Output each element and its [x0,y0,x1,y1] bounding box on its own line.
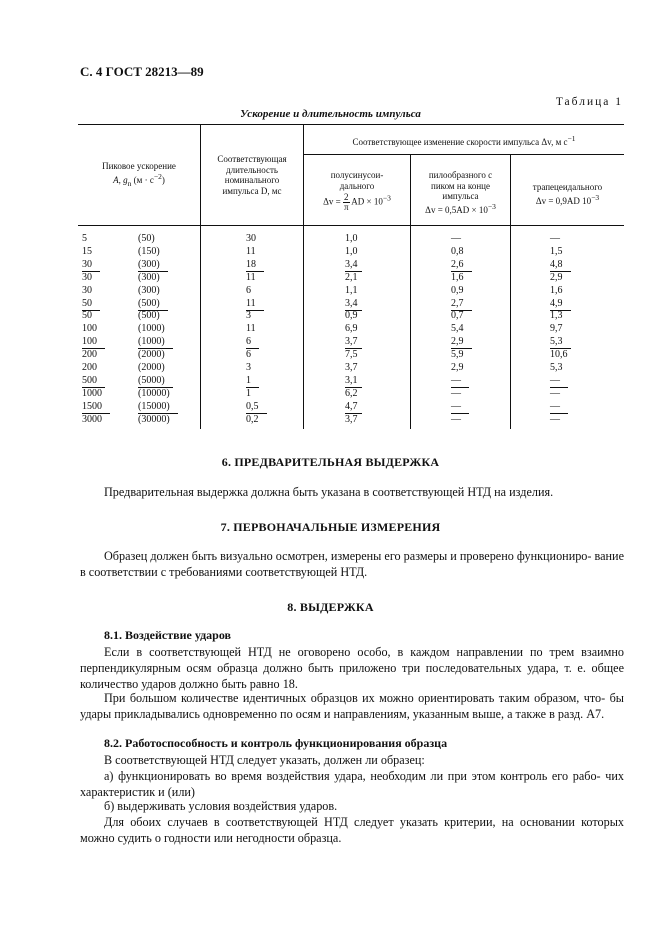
cell-duration: 18 [246,258,264,272]
cell-peak-acceleration: 1500 [82,400,110,414]
cell-trapezoidal: 2,9 [550,271,563,283]
cell-peak-acceleration: 1000 [82,387,102,399]
cell-peak-acceleration-ms2: (2000) [138,349,165,361]
cell-halfsine: 6,2 [345,387,358,399]
cell-trapezoidal: — [550,387,560,399]
header-trapezoidal [512,182,623,206]
header-text: импульса D, мс [222,185,282,196]
header-text: полусинусои- [330,170,384,180]
formula-part: Δv = [323,196,341,207]
header-exponent: −3 [382,193,391,203]
header-text: дального [339,180,375,191]
cell-peak-acceleration-ms2: (2000) [138,362,165,373]
cell-duration: 11 [246,271,256,283]
cell-sawtooth: 2,7 [451,297,472,311]
formula-fraction [343,193,350,212]
header-text: трапецеидального [532,182,603,192]
velocity-group-rule [303,154,624,155]
cell-trapezoidal: 5,3 [550,335,571,349]
cell-trapezoidal: 4,9 [550,297,571,311]
header-symbol: A, g [113,174,128,185]
formula-part: Δv = 0,5AD × 10 [425,204,488,215]
paragraph-text: а) функционировать во время воздействия удара, необходим ли при этом контроль его рабо- чих характеристик и (или) [80,769,624,799]
table-row [82,271,604,284]
cell-sawtooth: 1,6 [451,271,464,283]
table-row [82,309,604,322]
table-row [82,348,604,361]
header-velocity-group [305,134,623,148]
subsection-8-2-paragraph-2 [80,814,624,846]
cell-duration: 3 [246,362,251,373]
header-text: Соответствующее изменение скорости импульса Δv, м с [352,137,568,147]
cell-duration: 6 [246,349,251,361]
cell-duration: 6 [246,335,259,349]
cell-trapezoidal: 4,8 [550,258,571,272]
cell-duration: 0,2 [246,413,259,425]
header-exponent: −3 [487,201,496,211]
header-duration [202,154,302,196]
table-row [82,400,604,413]
subsection-8-2-item-b [80,798,624,814]
cell-peak-acceleration-ms2: (500) [138,297,168,311]
sawtooth-formula [412,202,509,216]
cell-peak-acceleration-ms2: (300) [138,284,160,296]
section-7-title: 7. ПЕРВОНАЧАЛЬНЫЕ ИЗМЕРЕНИЯ [220,520,441,534]
cell-sawtooth: 5,4 [451,323,464,335]
trap-formula [512,193,623,207]
subsection-8-2-title: 8.2. Работоспособность и контроль функционирования образца [104,736,448,750]
cell-trapezoidal: 9,7 [550,323,563,335]
cell-peak-acceleration: 30 [82,271,92,283]
cell-sawtooth: — [451,387,461,399]
cell-halfsine: 7,5 [345,349,358,361]
cell-peak-acceleration-ms2: (50) [138,233,155,244]
table-row [82,258,604,271]
subsection-8-1-paragraph-2 [80,690,624,722]
section-6-text [80,484,624,500]
cell-peak-acceleration: 15 [82,245,92,257]
table-header-rule [78,225,624,226]
table-row [82,297,604,310]
cell-sawtooth: 0,9 [451,284,464,296]
cell-trapezoidal: 1,5 [550,245,563,257]
cell-halfsine: 1,1 [345,284,358,296]
cell-sawtooth: — [451,400,469,414]
cell-sawtooth: 0,7 [451,310,464,322]
table-row [82,335,604,348]
cell-peak-acceleration: 100 [82,335,105,349]
cell-trapezoidal: — [550,374,568,388]
paragraph-text: Образец должен быть визуально осмотрен, измерены его размеры и проверено функциониро- вание в соответствии с требованиями соответствующей НТД. [80,549,624,579]
cell-peak-acceleration-ms2: (150) [138,245,160,257]
subsection-8-2-item-a [80,768,624,800]
cell-peak-acceleration: 3000 [82,413,102,425]
cell-trapezoidal: 1,6 [550,284,563,296]
table-number: Таблица 1 [555,96,623,108]
table-row [82,284,604,297]
header-text: A, $g_n$ $(м \cdot с^{-2})$ [113,171,165,188]
cell-duration: 11 [246,245,256,257]
header-text: Пиковое ускорение [102,161,176,171]
paragraph-text: Если в соответствующей НТД не оговорено особо, в каждом направлении по трем взаимно перпендикулярным осям образца должно быть приложено три последовательных удара, т. е. общее количество ударов должно быть равно 18. [80,645,624,691]
formula-part: AD × 10 [351,196,383,207]
header-exponent: −3 [591,192,600,202]
cell-sawtooth: 2,9 [451,335,472,349]
cell-peak-acceleration-ms2: (5000) [138,374,173,388]
cell-halfsine: 4,7 [345,400,362,414]
header-text: длительность [226,164,278,175]
cell-peak-acceleration-ms2: (10000) [138,387,170,399]
paragraph-text: При большом количестве идентичных образцов их можно ориентировать таким образом, что- бы удары прикладывались одновременно по осям и направлениям, указанным выше, а также в разд. А7. [80,691,624,721]
section-7-text [80,548,624,580]
cell-peak-acceleration-ms2: (30000) [138,413,170,425]
header-text: номинального [224,175,280,185]
table-row [82,232,604,245]
header-text: Соответствующая [217,154,287,164]
cell-halfsine: 3,7 [345,335,362,349]
header-subscript: n [127,178,132,188]
header-sawtooth [412,170,509,215]
cell-trapezoidal: — [550,233,560,244]
cell-sawtooth: — [451,233,461,244]
header-exponent: −2 [153,171,162,181]
table-row [82,387,604,400]
subsection-8-1-paragraph-1 [80,644,624,692]
cell-sawtooth: 2,9 [451,362,464,373]
cell-peak-acceleration: 500 [82,374,105,388]
cell-peak-acceleration: 5 [82,233,87,244]
header-peak-acceleration [80,161,198,189]
cell-peak-acceleration: 200 [82,362,97,373]
paragraph-text: В соответствующей НТД следует указать, должен ли образец: [104,753,425,767]
header-halfsine [305,170,409,212]
cell-peak-acceleration-ms2: (15000) [138,400,178,414]
subsection-8-2-paragraph-1 [80,752,624,768]
cell-duration: 30 [246,233,256,244]
cell-halfsine: 3,4 [345,297,362,311]
cell-sawtooth: 5,9 [451,349,464,361]
cell-sawtooth: — [451,374,469,388]
cell-duration: 0,5 [246,400,267,414]
cell-halfsine: 0,9 [345,310,358,322]
formula-part: Δv = 0,9AD 10 [535,195,592,206]
cell-duration: 11 [246,323,256,335]
cell-peak-acceleration-ms2: (1000) [138,335,173,349]
header-text: пиком на конце [431,180,490,191]
table-row [82,245,604,258]
paragraph-text: Для обоих случаев в соответствующей НТД следует указать критерии, на основании которых можно судить о годности или негодности образца. [80,815,624,845]
cell-peak-acceleration: 100 [82,323,97,335]
cell-peak-acceleration-ms2: (500) [138,310,160,322]
paragraph-text: б) выдерживать условия воздействия ударов. [104,799,338,813]
paragraph-text: Предварительная выдержка должна быть указана в соответствующей НТД на изделия. [104,485,554,499]
cell-peak-acceleration: 50 [82,297,100,311]
cell-halfsine: 3,7 [345,362,358,373]
cell-duration: 6 [246,284,251,296]
header-text: импульса [442,191,479,201]
cell-duration: 3 [246,310,251,322]
halfsine-formula [305,193,409,212]
table-top-rule [78,124,624,125]
cell-sawtooth: — [451,413,461,425]
header-exponent: −1 [567,134,576,143]
fraction-numerator: 2 [344,192,349,202]
cell-halfsine: 1,0 [345,245,358,257]
page-header: С. 4 ГОСТ 28213—89 [80,64,204,79]
table-caption: Ускорение и длительность импульса [240,108,421,120]
cell-trapezoidal: — [550,413,560,425]
cell-duration: 11 [246,297,264,311]
cell-halfsine: 3,7 [345,413,358,425]
cell-peak-acceleration: 50 [82,310,92,322]
cell-halfsine: 3,4 [345,258,362,272]
cell-peak-acceleration-ms2: (1000) [138,323,165,335]
cell-trapezoidal: — [550,400,568,414]
table-row [82,322,604,335]
cell-trapezoidal: 10,6 [550,349,568,361]
cell-peak-acceleration-ms2: (300) [138,258,168,272]
cell-trapezoidal: 5,3 [550,362,563,373]
subsection-8-1-title: 8.1. Воздействие ударов [104,628,232,642]
cell-sawtooth: 0,8 [451,245,464,257]
section-8-title: 8. ВЫДЕРЖКА [287,600,374,614]
cell-peak-acceleration-ms2: (300) [138,271,160,283]
table-row [82,374,604,387]
table-row [82,413,604,426]
header-text: пилообразного с [428,170,493,180]
section-6-title: 6. ПРЕДВАРИТЕЛЬНАЯ ВЫДЕРЖКА [221,455,440,469]
cell-peak-acceleration: 200 [82,349,97,361]
cell-halfsine: 6,9 [345,323,358,335]
fraction-denominator: π [343,202,349,212]
cell-trapezoidal: 1,3 [550,310,563,322]
cell-halfsine: 3,1 [345,374,362,388]
cell-duration: 1 [246,387,251,399]
cell-halfsine: 2,1 [345,271,358,283]
cell-peak-acceleration: 30 [82,258,100,272]
cell-peak-acceleration: 30 [82,284,92,296]
table-row [82,361,604,374]
cell-duration: 1 [246,374,259,388]
cell-sawtooth: 2,6 [451,258,472,272]
header-units: (м · с [133,174,154,185]
cell-halfsine: 1,0 [345,233,358,244]
